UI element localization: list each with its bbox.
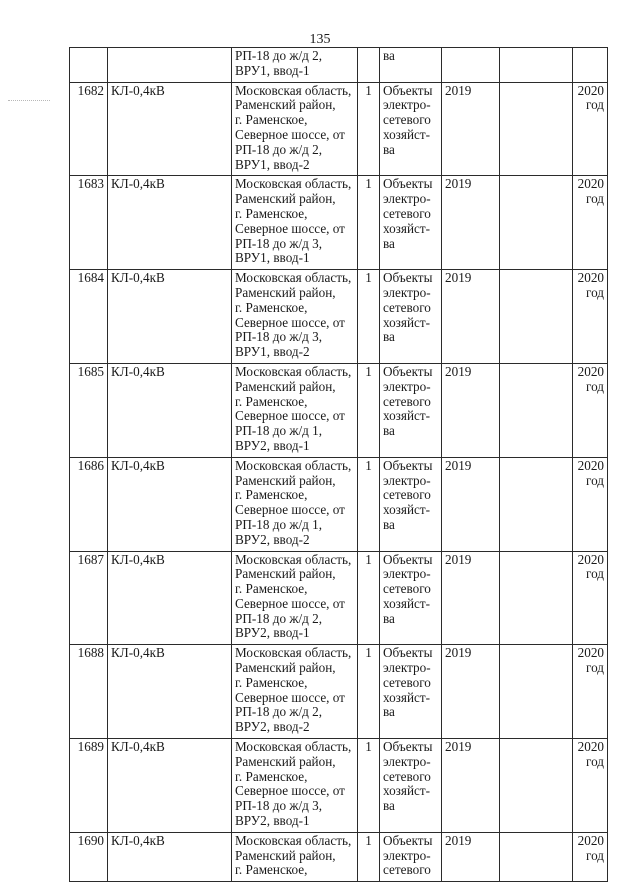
cell-blank [500, 645, 573, 739]
plan-line: год [585, 97, 604, 113]
category-line: ва [383, 798, 395, 814]
category-line: сетевого [383, 862, 431, 878]
category-line: электро- [383, 378, 431, 394]
address-line: Раменский район, [235, 847, 336, 863]
category-line: хозяйст- [383, 126, 431, 142]
table-row [70, 551, 608, 645]
cell-category [380, 551, 442, 645]
address-line: РП-18 до ж/д 3, [235, 798, 323, 814]
plan-line: 2020 [577, 551, 604, 567]
address-line: Северное шоссе, от [235, 408, 345, 424]
category-line: хозяйст- [383, 220, 431, 236]
category-line: сетевого [383, 768, 431, 784]
plan-line: год [585, 753, 604, 769]
cell-plan [573, 645, 608, 739]
address-line: РП-18 до ж/д 2, [235, 48, 323, 63]
address-line: г. Раменское, [235, 674, 308, 690]
address-line: РП-18 до ж/д 1, [235, 423, 323, 439]
cell-year: 2019 [442, 832, 500, 881]
cell-plan [573, 48, 608, 83]
cell-type: КЛ-0,4кВ [108, 270, 232, 364]
address-line: ВРУ1, ввод-1 [235, 250, 310, 266]
category-line: сетевого [383, 393, 431, 409]
category-line: сетевого [383, 112, 431, 128]
address-line: РП-18 до ж/д 3, [235, 235, 323, 251]
cell-address [232, 48, 358, 83]
category-line: Объекты [383, 363, 433, 379]
plan-line: 2020 [577, 739, 604, 755]
cell-plan [573, 457, 608, 551]
cell-category [380, 82, 442, 176]
address-line: Северное шоссе, от [235, 126, 345, 142]
cell-type [108, 48, 232, 83]
category-line: сетевого [383, 299, 431, 315]
cell-number: 1687 [70, 551, 108, 645]
table-row [70, 457, 608, 551]
category-line: ва [383, 329, 395, 345]
cell-blank [500, 551, 573, 645]
address-line: РП-18 до ж/д 2, [235, 141, 323, 157]
plan-line: 2020 [577, 363, 604, 379]
plan-line: 2020 [577, 457, 604, 473]
category-line: электро- [383, 660, 431, 676]
category-line: хозяйст- [383, 314, 431, 330]
cell-address [232, 82, 358, 176]
cell-number: 1682 [70, 82, 108, 176]
cell-type: КЛ-0,4кВ [108, 363, 232, 457]
plan-line: 2020 [577, 82, 604, 98]
cell-year: 2019 [442, 457, 500, 551]
plan-line: год [585, 660, 604, 676]
cell-quantity: 1 [358, 82, 380, 176]
cell-type: КЛ-0,4кВ [108, 457, 232, 551]
cell-category [380, 363, 442, 457]
address-line: РП-18 до ж/д 3, [235, 329, 323, 345]
category-line: ва [383, 423, 395, 439]
category-line: Объекты [383, 457, 433, 473]
address-line: ВРУ2, ввод-2 [235, 531, 310, 547]
category-line: хозяйст- [383, 502, 431, 518]
category-line: Объекты [383, 176, 433, 192]
address-line: г. Раменское, [235, 393, 308, 409]
category-line: ва [383, 235, 395, 251]
address-line: г. Раменское, [235, 581, 308, 597]
address-line: ВРУ1, ввод-2 [235, 344, 310, 360]
table-row [70, 270, 608, 364]
cell-blank [500, 270, 573, 364]
category-line: электро- [383, 284, 431, 300]
cell-category [380, 645, 442, 739]
address-line: Северное шоссе, от [235, 783, 345, 799]
address-line: РП-18 до ж/д 1, [235, 516, 323, 532]
cell-plan [573, 82, 608, 176]
table-row-continued [70, 48, 608, 83]
category-line: ва [383, 141, 395, 157]
address-line: ВРУ2, ввод-2 [235, 719, 310, 735]
category-line: электро- [383, 847, 431, 863]
category-line: хозяйст- [383, 689, 431, 705]
cell-address [232, 270, 358, 364]
address-line: Раменский район, [235, 191, 336, 207]
plan-line: год [585, 847, 604, 863]
address-line: ВРУ2, ввод-1 [235, 625, 310, 641]
address-line: ВРУ1, ввод-1 [235, 62, 310, 78]
address-line: Северное шоссе, от [235, 314, 345, 330]
address-line: Северное шоссе, от [235, 689, 345, 705]
category-line: Объекты [383, 645, 433, 661]
cell-number: 1686 [70, 457, 108, 551]
plan-line: 2020 [577, 645, 604, 661]
cell-type: КЛ-0,4кВ [108, 82, 232, 176]
cell-type: КЛ-0,4кВ [108, 739, 232, 833]
address-line: Раменский район, [235, 284, 336, 300]
category-line: хозяйст- [383, 783, 431, 799]
cell-category [380, 832, 442, 881]
category-line: сетевого [383, 205, 431, 221]
address-line: Северное шоссе, от [235, 220, 345, 236]
cell-number [70, 48, 108, 83]
address-line: Московская область, [235, 176, 352, 192]
cell-number: 1684 [70, 270, 108, 364]
cell-category [380, 270, 442, 364]
plan-line: 2020 [577, 176, 604, 192]
address-line: г. Раменское, [235, 862, 308, 878]
plan-line: год [585, 284, 604, 300]
cell-quantity: 1 [358, 739, 380, 833]
cell-year: 2019 [442, 270, 500, 364]
plan-line: год [585, 566, 604, 582]
address-line: Московская область, [235, 363, 352, 379]
plan-line: 2020 [577, 832, 604, 848]
plan-line: год [585, 378, 604, 394]
table-row [70, 645, 608, 739]
address-line: г. Раменское, [235, 299, 308, 315]
table-row [70, 82, 608, 176]
category-line: электро- [383, 97, 431, 113]
category-line: сетевого [383, 581, 431, 597]
cell-quantity: 1 [358, 363, 380, 457]
cell-category [380, 48, 442, 83]
cell-quantity: 1 [358, 645, 380, 739]
cell-blank [500, 48, 573, 83]
cell-year: 2019 [442, 739, 500, 833]
cell-blank [500, 82, 573, 176]
table-row [70, 832, 608, 881]
category-line: электро- [383, 191, 431, 207]
cell-plan [573, 832, 608, 881]
category-line: электро- [383, 566, 431, 582]
category-line: электро- [383, 753, 431, 769]
table-row [70, 739, 608, 833]
address-line: РП-18 до ж/д 2, [235, 610, 323, 626]
cell-address [232, 176, 358, 270]
cell-year [442, 48, 500, 83]
address-line: Московская область, [235, 457, 352, 473]
address-line: Северное шоссе, от [235, 595, 345, 611]
address-line: Северное шоссе, от [235, 502, 345, 518]
category-line: хозяйст- [383, 595, 431, 611]
category-line: ва [383, 704, 395, 720]
cell-category [380, 176, 442, 270]
cell-type: КЛ-0,4кВ [108, 832, 232, 881]
address-line: Раменский район, [235, 660, 336, 676]
cell-number: 1690 [70, 832, 108, 881]
category-line: электро- [383, 472, 431, 488]
address-line: Раменский район, [235, 753, 336, 769]
cell-plan [573, 176, 608, 270]
cell-address [232, 832, 358, 881]
address-line: Раменский район, [235, 97, 336, 113]
margin-dots [8, 100, 50, 105]
cell-type: КЛ-0,4кВ [108, 551, 232, 645]
cell-blank [500, 739, 573, 833]
plan-line: 2020 [577, 270, 604, 286]
property-table [69, 47, 608, 882]
table-row [70, 176, 608, 270]
cell-address [232, 363, 358, 457]
cell-quantity: 1 [358, 176, 380, 270]
category-line: Объекты [383, 82, 433, 98]
category-line: Объекты [383, 739, 433, 755]
cell-type: КЛ-0,4кВ [108, 645, 232, 739]
category-line: Объекты [383, 270, 433, 286]
cell-address [232, 645, 358, 739]
cell-category [380, 739, 442, 833]
cell-address [232, 739, 358, 833]
cell-category [380, 457, 442, 551]
cell-quantity [358, 48, 380, 83]
cell-blank [500, 363, 573, 457]
cell-plan [573, 551, 608, 645]
category-line: Объекты [383, 832, 433, 848]
cell-plan [573, 270, 608, 364]
cell-quantity: 1 [358, 270, 380, 364]
cell-quantity: 1 [358, 832, 380, 881]
address-line: ВРУ2, ввод-1 [235, 437, 310, 453]
category-line: ва [383, 516, 395, 532]
address-line: ВРУ2, ввод-1 [235, 813, 310, 829]
cell-blank [500, 457, 573, 551]
cell-year: 2019 [442, 645, 500, 739]
cell-year: 2019 [442, 363, 500, 457]
cell-type: КЛ-0,4кВ [108, 176, 232, 270]
address-line: Раменский район, [235, 566, 336, 582]
address-line: РП-18 до ж/д 2, [235, 704, 323, 720]
address-line: Московская область, [235, 645, 352, 661]
cell-number: 1683 [70, 176, 108, 270]
address-line: Московская область, [235, 739, 352, 755]
address-line: Московская область, [235, 270, 352, 286]
address-line: Раменский район, [235, 472, 336, 488]
cell-quantity: 1 [358, 457, 380, 551]
cell-plan [573, 363, 608, 457]
address-line: Московская область, [235, 551, 352, 567]
cell-quantity: 1 [358, 551, 380, 645]
address-line: г. Раменское, [235, 768, 308, 784]
cell-year: 2019 [442, 551, 500, 645]
category-line: сетевого [383, 487, 431, 503]
cell-blank [500, 832, 573, 881]
address-line: Раменский район, [235, 378, 336, 394]
category-line: хозяйст- [383, 408, 431, 424]
address-line: Московская область, [235, 832, 352, 848]
cell-address [232, 457, 358, 551]
address-line: Московская область, [235, 82, 352, 98]
cell-number: 1689 [70, 739, 108, 833]
cell-number: 1685 [70, 363, 108, 457]
category-line: Объекты [383, 551, 433, 567]
category-line: ва [383, 610, 395, 626]
cell-plan [573, 739, 608, 833]
plan-line: год [585, 191, 604, 207]
plan-line: год [585, 472, 604, 488]
cell-year: 2019 [442, 82, 500, 176]
cell-address [232, 551, 358, 645]
category-line: ва [383, 48, 395, 63]
category-line: сетевого [383, 674, 431, 690]
address-line: г. Раменское, [235, 205, 308, 221]
address-line: г. Раменское, [235, 487, 308, 503]
cell-blank [500, 176, 573, 270]
page-number: 135 [309, 32, 331, 47]
cell-year: 2019 [442, 176, 500, 270]
table-row [70, 363, 608, 457]
cell-number: 1688 [70, 645, 108, 739]
address-line: г. Раменское, [235, 112, 308, 128]
address-line: ВРУ1, ввод-2 [235, 156, 310, 172]
